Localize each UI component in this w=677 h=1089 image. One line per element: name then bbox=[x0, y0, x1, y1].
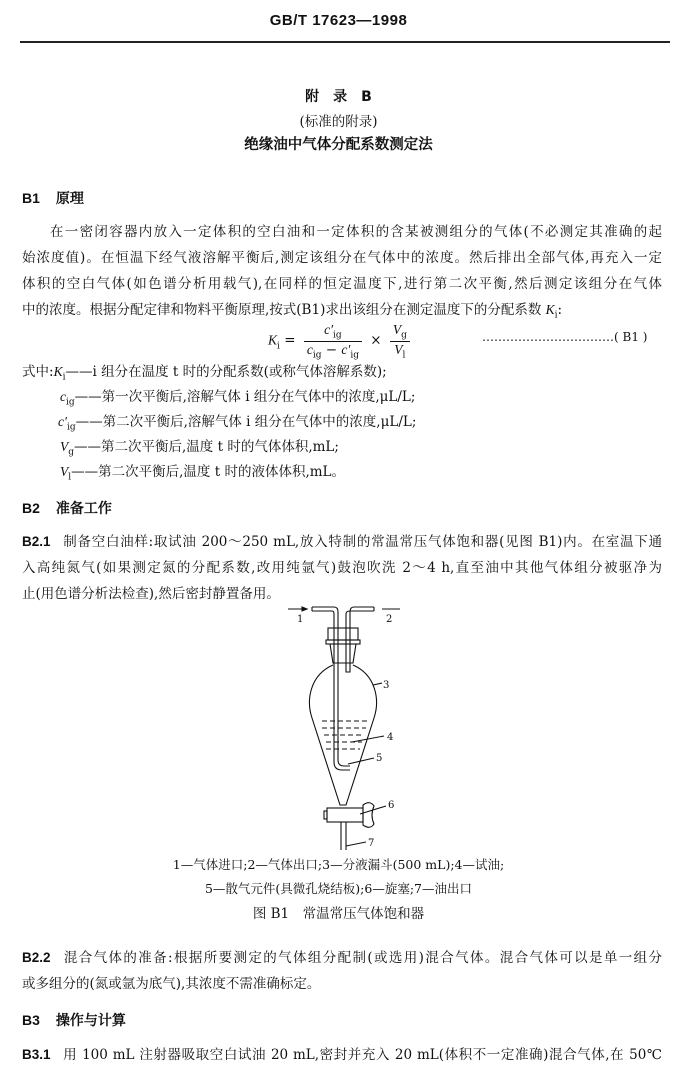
header-rule bbox=[20, 41, 670, 43]
callout-5: 5 bbox=[376, 753, 383, 764]
definition-vg: $V_g——$第二次平衡后,温度 t 时的气体体积,mL; bbox=[60, 439, 339, 458]
definition-vl: $V_l——$第二次平衡后,温度 t 时的液体体积,mL。 bbox=[60, 464, 345, 483]
appendix-label: 附 录 B bbox=[305, 89, 372, 105]
definition-cig: $c_{ig}——$第一次平衡后,溶解气体 i 组分在气体中的浓度,μL/L; bbox=[60, 389, 416, 408]
b3-1-line-1: B3.1 用 100 mL 注射器吸取空白试油 20 mL,密封并充入 20 mL(体积不一定准确)混合气体,在 50℃ bbox=[22, 1047, 662, 1063]
section-b3-heading: B3 操作与计算 bbox=[22, 1012, 126, 1029]
fraction-volume: $\frac{V_g}{V_l}$ bbox=[390, 322, 410, 360]
b2-1-line-3: 止(用色谱分析法检查),然后密封静置备用。 bbox=[22, 586, 280, 602]
b1-line-1: 在一密闭容器内放入一定体积的空白油和一定体积的含某被测组分的气体(不必测定其准确的起 bbox=[50, 224, 662, 240]
figure-legend-line-1: 1—气体进口;2—气体出口;3—分液漏斗(500 mL);4—试油; bbox=[172, 857, 505, 872]
callout-3: 3 bbox=[383, 680, 390, 691]
stopcock bbox=[324, 803, 374, 828]
callout-6: 6 bbox=[388, 800, 395, 811]
gas-inlet-arrow bbox=[288, 607, 307, 611]
b2-2-line-2: 或多组分的(氮或氩为底气),其浓度不需准确标定。 bbox=[22, 976, 321, 992]
b2-1-line-2: 入高纯氮气(如果测定氮的分配系数,改用纯氩气)鼓泡吹洗 2～4 h,直至油中其他气体组分被驱净为 bbox=[22, 560, 662, 576]
section-b1-heading: B1 原理 bbox=[22, 190, 84, 207]
b2-2-line-1: B2.2 混合气体的准备:根据所要测定的气体组分配制(或选用)混合气体。混合气体可以是单一组分 bbox=[22, 950, 662, 966]
b1-line-3: 体积的空白气体(如色谱分析用载气),在同样的恒定温度下,进行第二次平衡,然后测定该组分在气体 bbox=[22, 276, 662, 292]
oil-outlet-stem bbox=[341, 822, 346, 850]
definition-ki: 式中$:K_i——i$ 组分在温度 t 时的分配系数(或称气体溶解系数); bbox=[22, 364, 387, 383]
callout-3-leader bbox=[373, 683, 382, 685]
standard-number-header: GB/T 17623—1998 bbox=[269, 12, 408, 29]
callout-7-leader bbox=[346, 842, 366, 846]
callout-4: 4 bbox=[387, 732, 394, 743]
b1-line-2: 始浓度值)。在恒温下经气液溶解平衡后,测定该组分在气体中的浓度。然后排出全部气体,再充入一定 bbox=[22, 250, 662, 266]
formula-number: ……………………………( B1 ) bbox=[482, 330, 648, 344]
appendix-type: (标准的附录) bbox=[299, 114, 378, 130]
figure-legend-line-2: 5—散气元件(具微孔烧结板);6—旋塞;7—油出口 bbox=[204, 881, 473, 896]
section-b2-heading: B2 准备工作 bbox=[22, 500, 112, 517]
gas-saturator-figure bbox=[270, 600, 430, 852]
stopper bbox=[326, 628, 360, 663]
formula-b1: $K_i$ = $\frac{c'_{ig}}{c_{ig} - c'_{ig}}$ × $\frac{V_g}{V_l}$ bbox=[268, 322, 414, 360]
inlet-tube bbox=[312, 607, 350, 770]
callout-2: 2 bbox=[386, 614, 393, 625]
oil-level-lines bbox=[322, 721, 368, 749]
b1-line-4: 中的浓度。根据分配定律和物料平衡原理,按式(B1)求出该组分在测定温度下的分配系数 $K_i$: bbox=[22, 302, 563, 321]
fraction-concentration: $\frac{c'_{ig}}{c_{ig} - c'_{ig}}$ bbox=[304, 322, 362, 360]
figure-caption: 图 B1 常温常压气体饱和器 bbox=[252, 906, 425, 922]
callout-1: 1 bbox=[297, 614, 304, 625]
callout-7: 7 bbox=[368, 838, 375, 849]
appendix-title: 绝缘油中气体分配系数测定法 bbox=[244, 137, 433, 153]
definition-c-prime-ig: $c'_{ig}——$第二次平衡后,溶解气体 i 组分在气体中的浓度,μL/L; bbox=[58, 414, 417, 433]
b2-1-line-1: B2.1 制备空白油样:取试油 200～250 mL,放入特制的常温常压气体饱和器(见图 B1)内。在室温下通 bbox=[22, 534, 662, 550]
